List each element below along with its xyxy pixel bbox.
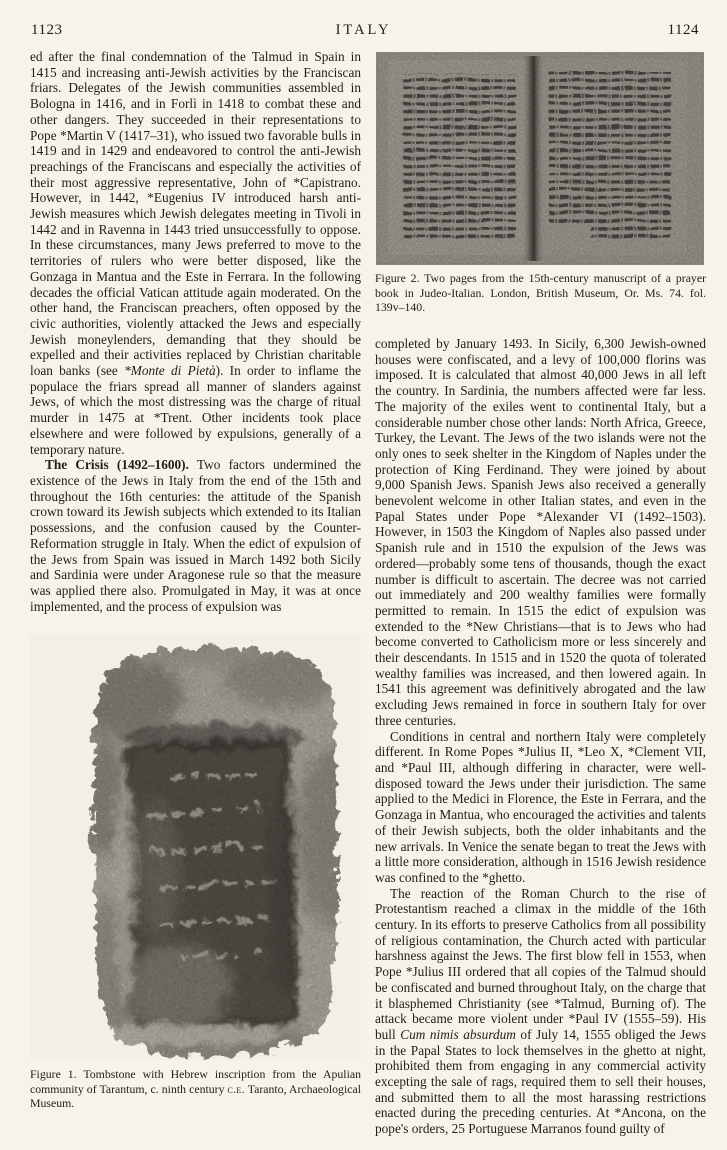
paragraph	[30, 49, 361, 457]
tombstone-photo-graphic	[30, 634, 361, 1060]
text-segment: Taranto, Archaeological Museum.	[30, 1081, 361, 1111]
text-segment: *Monte di Pietà	[124, 363, 216, 379]
figure1-tombstone-photo	[30, 634, 361, 1060]
paragraph	[375, 729, 706, 886]
figure1-caption	[30, 1067, 361, 1111]
text-segment: Cum nimis absurdum	[400, 1026, 516, 1042]
text-segment: ). In order to inflame the populace the friars spread all manner of slanders against Jews, of which the most distressing was the charge of ritual murder in 1475 at *Trent. Other incidents took place elsewhere and were followed by expulsions, generally of a temporary nature.	[30, 363, 361, 457]
text-segment: Figure 2. Two pages from the 15th-century manuscript of a prayer book in Judeo-Italian. London, British Museum, Or. Ms. 74. fol. 139v–140.	[375, 271, 706, 315]
left-column-text	[30, 49, 361, 639]
manuscript-photo-graphic	[376, 52, 704, 265]
figure2-manuscript-photo	[376, 52, 704, 265]
text-segment: The reaction of the Roman Church to the rise of Protestantism reached a climax in the middle of the 16th century. In its efforts to preserve Catholics from all possibility of religious contamination, the Church acted with particular harshness against the Jews. The first blow fell in 1553, when Pope *Julius III ordered that all copies of the Talmud should be confiscated and burned throughout Italy, on the charge that it blasphemed Christianity (see *Talmud, Burning of). The attack became more violent under *Paul IV (1555–59). His bull	[375, 885, 706, 1042]
text-segment: Figure 1. Tombstone with Hebrew inscription from the Apulian community of Tarantum, c. ninth century	[30, 1067, 361, 1096]
left-page-number: 1123	[31, 22, 63, 38]
text-segment: ed after the final condemnation of the Talmud in Spain in 1415 and increasing anti-Jewish activities by the Franciscan friars. Delegates of the Jewish communities assembled in Bologna in 1416, and in Forlì in 1418 to combat these and other dangers. They succeeded in their representations to Pope *Martin V (1417–31), who issued two favorable bulls in 1419 and in 1429 and endeavored to control the anti-Jewish preachings of the Franciscans and especially the activities of their most aggressive representative, John of *Capistrano. However, in 1442, *Eugenius IV introduced harsh anti-Jewish measures which Jewish delegates meeting in Tivoli in 1442 and in Ravenna in 1443 tried unsuccessfully to oppose. In these circumstances, many Jews preferred to move to the territories of rulers who were better disposed, like the Gonzaga in Mantua and the Este in Ferrara. In the following decades the official Vatican attitude again moderated. On the other hand, the Franciscan preachers, often opposed by the civic authorities, violently attacked the Jews and especially Jewish moneylenders, demanding that they should be expelled and their activities replaced by Christian charitable loan banks (see	[30, 49, 361, 379]
text-segment: The Crisis (1492–1600).	[45, 457, 189, 473]
page-header	[0, 22, 727, 42]
paragraph	[375, 886, 706, 1137]
text-segment: Conditions in central and northern Italy were completely different. In Rome Popes *Julius II, *Leo X, *Clement VII, and *Paul III, although differing in character, were well-disposed toward the Jews under their jurisdiction. The same applied to the Medici in Florence, the Este in Ferrara, and the Gonzaga in Mantua, who encouraged the activities and talents of their Jewish subjects, both the older inhabitants and the new arrivals. In Venice the senate began to treat the Jews with a little more consideration, although in 1516 Jewish residence was confined to the *ghetto.	[375, 728, 706, 885]
text-segment: completed by January 1493. In Sicily, 6,300 Jewish-owned houses were confiscated, and a levy of 100,000 florins was imposed. It is calculated that almost 40,000 Jews in all left the country. In Sardinia, the numbers affected were far less. The majority of the exiles went to continental Italy, but a considerable number chose other lands: North Africa, Greece, Turkey, the Levant. The Jews of the two islands were not the only ones to seek shelter in the Kingdom of Naples under the protection of King Ferdinand. They were joined by about 9,000 Spanish Jews. Spanish Jews also received a generally benevolent welcome in other Italian states, and even in the Papal States under Pope *Alexander VI (1492–1503). However, in 1503 the Kingdom of Naples also passed under Spanish rule and in 1510 the expulsion of the Jews was ordered—probably some tens of thousands, though the exact number is difficult to ascertain. The decree was not carried out immediately and 200 wealthy families were formally permitted to remain. In 1515 the edict of expulsion was extended to the *New Christians—that is to Jews who had become converted to Catholicism more or less sincerely and their descendants. In 1515 and in 1520 the quota of tolerated wealthy families was increased, and then lowered again. In 1541 this agreement was definitively abrogated and the law excluding Jews remained in force in southern Italy for over three centuries.	[375, 336, 706, 728]
paragraph	[375, 336, 706, 729]
text-segment: of July 14, 1555 obliged the Jews in the Papal States to lock themselves in the ghetto at night, prohibited them from engaging in any commercial activity excepting the sale of rags, required them to sell their houses, and submitted them to all the most harassing restrictions enacted during the preceding centuries. At *Ancona, on the pope's orders, 25 Portuguese Marranos found guilty of	[375, 1026, 706, 1137]
text-segment: Two factors undermined the existence of the Jews in Italy from the end of the 15th and throughout the 16th centuries: the attitude of the Spanish crown toward its Jewish subjects which extended to its Italian possessions, and the confusion caused by the Counter-Reformation struggle in Italy. When the edict of expulsion of the Jews from Spain was issued in March 1492 both Sicily and Sardinia were under Aragonese rule so that the measure was applied there also. Promulgated in May, it was at once implemented, and the process of expulsion was	[30, 457, 361, 614]
figure2-caption	[375, 271, 706, 315]
text-segment: c.e.	[227, 1081, 245, 1096]
right-column-text	[375, 336, 706, 1138]
paragraph	[30, 457, 361, 614]
page-title: ITALY	[335, 22, 392, 38]
right-page-number: 1124	[667, 22, 699, 38]
